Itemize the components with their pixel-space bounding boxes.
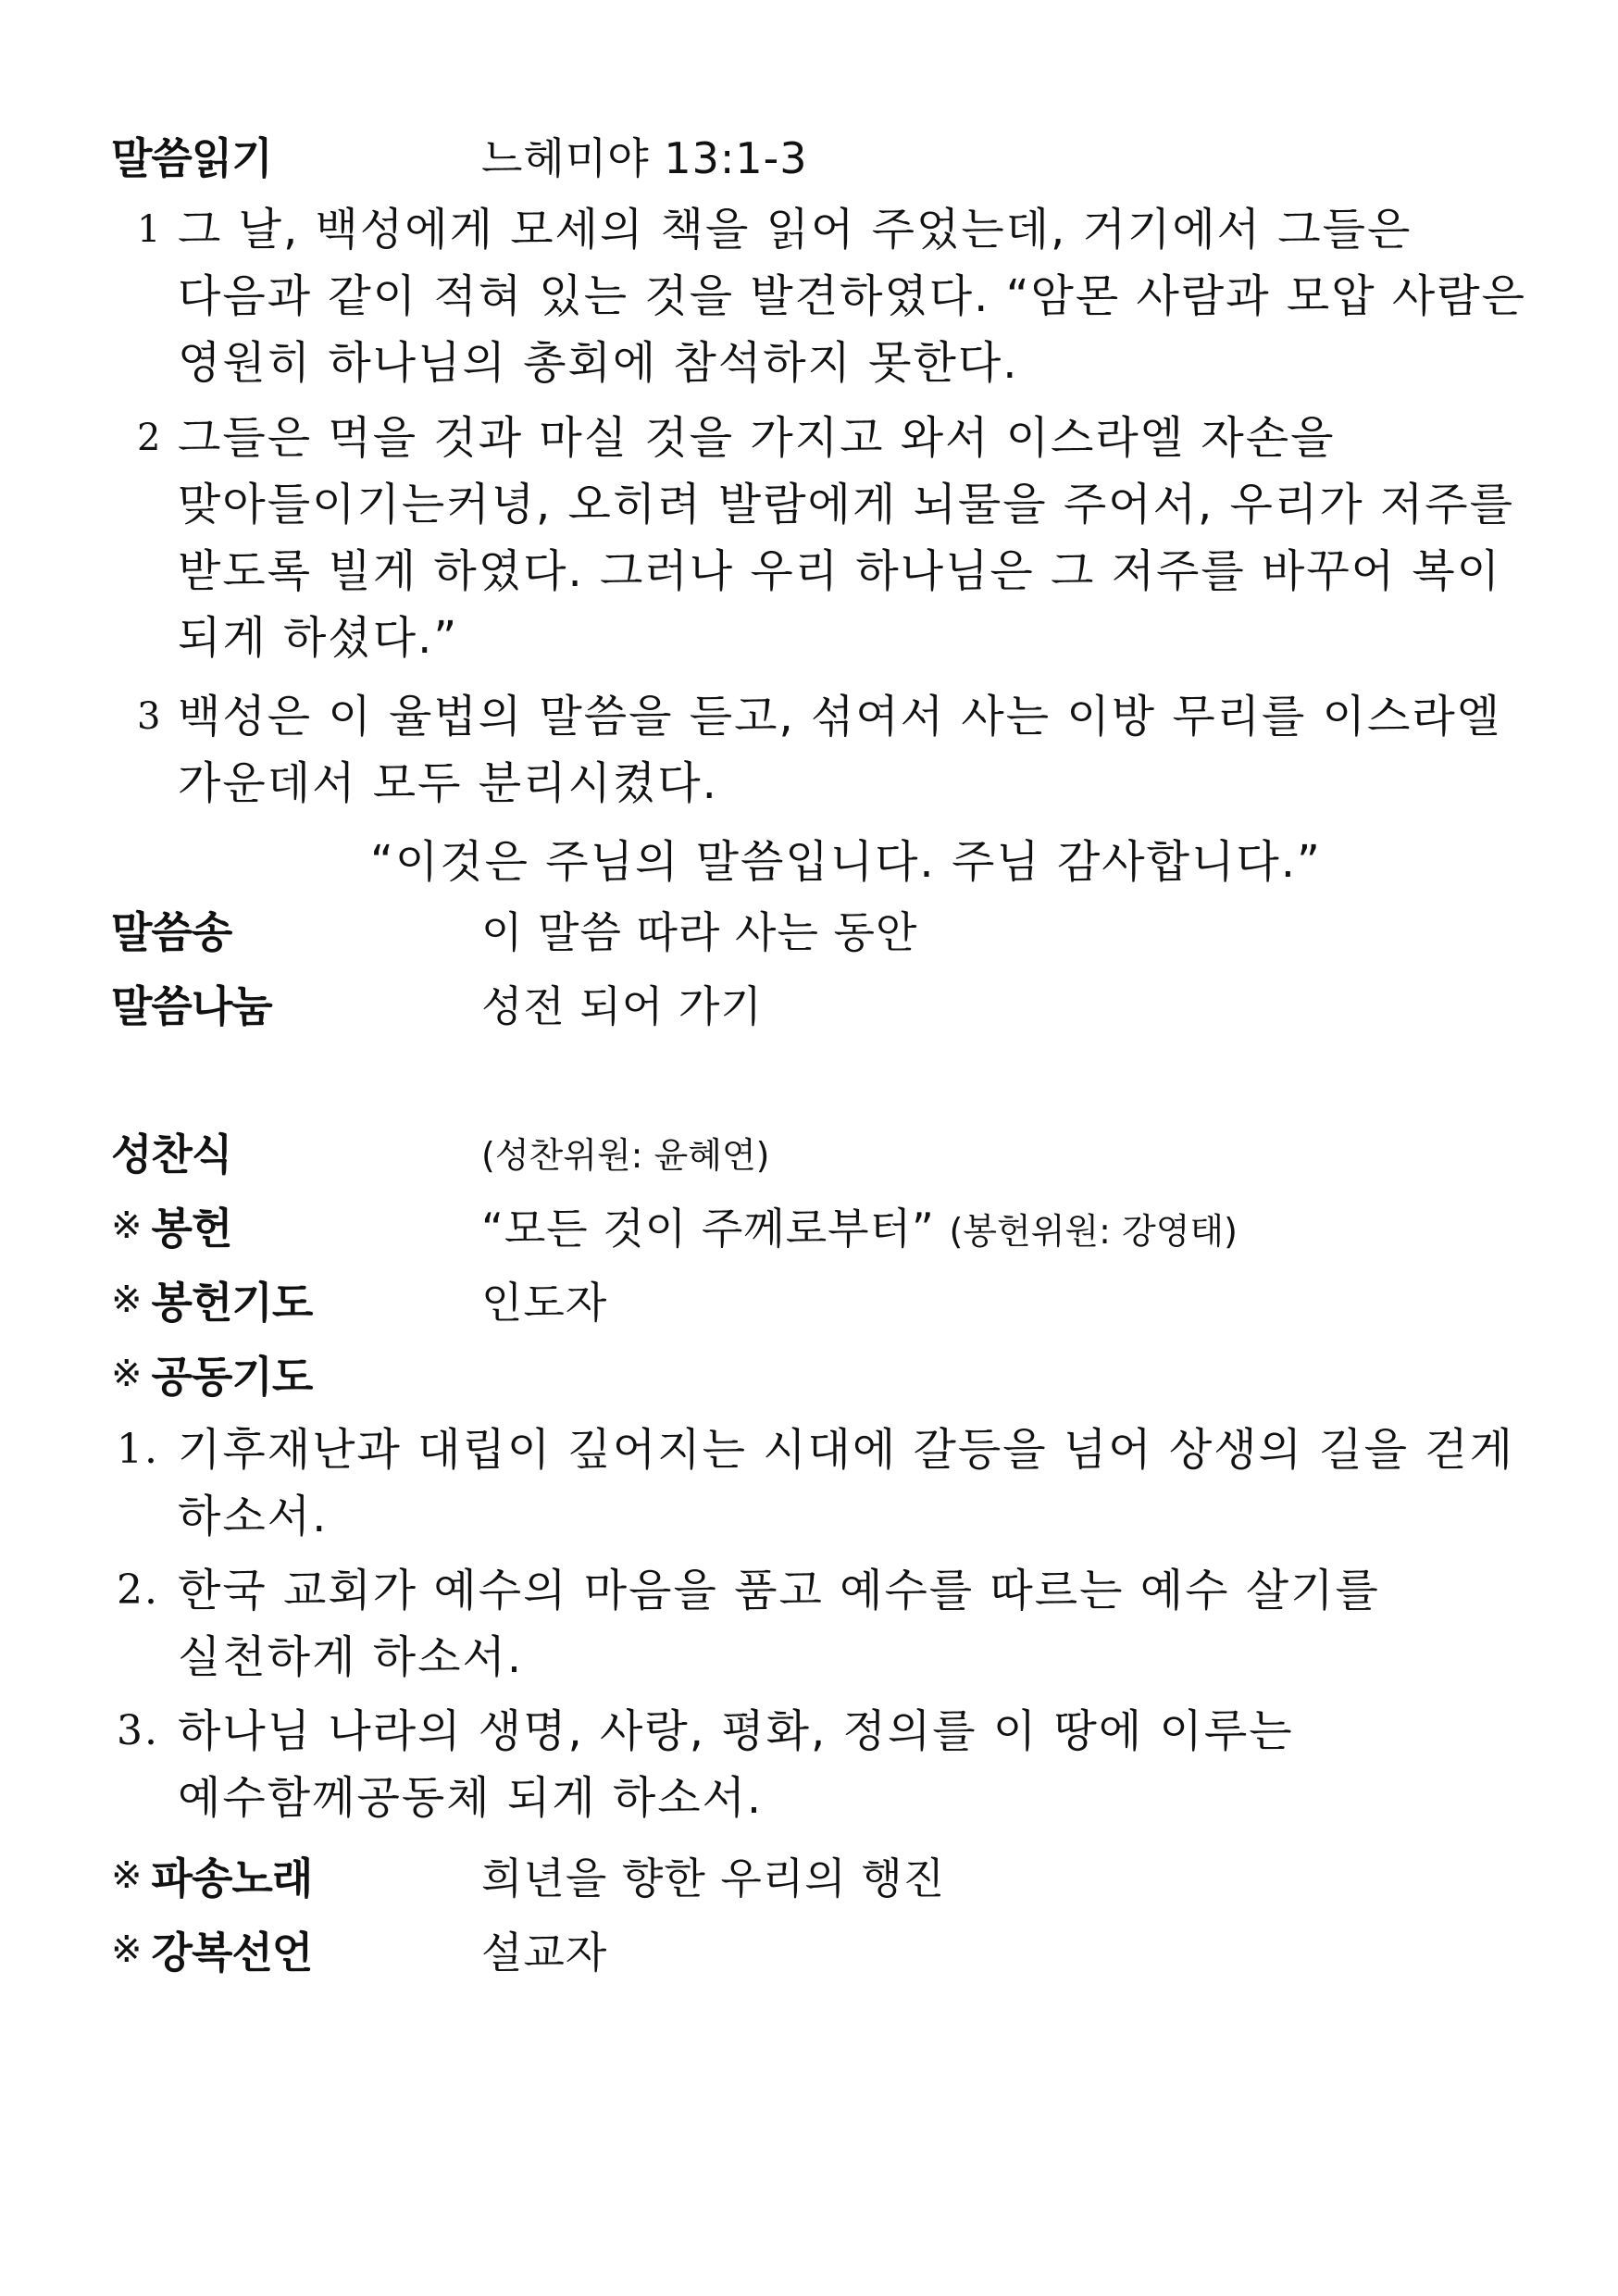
sending-song-title: 희년을 향한 우리의 행진 — [481, 1853, 946, 1903]
verse-line: 영원히 하나님의 총회에 참석하지 못한다. — [178, 337, 1019, 389]
offering-prayer-row — [111, 1267, 608, 1333]
verse-line: 가운데서 모두 분리시켰다. — [178, 757, 718, 809]
reading-label: 말씀읽기 — [111, 133, 272, 183]
offering-row — [111, 1192, 1238, 1259]
sermon-title: 성전 되어 가기 — [481, 981, 763, 1031]
verse-number: 3 — [137, 695, 163, 738]
eucharist-label: 성찬식 — [111, 1129, 232, 1179]
prayer-item-1 — [117, 1416, 1515, 1550]
reference-mark-icon: ※ — [111, 1204, 143, 1247]
verse-line: 되게 하셨다.” — [178, 612, 459, 664]
prayer-line: 예수함께공동체 되게 하소서. — [178, 1772, 764, 1824]
verse-2 — [137, 405, 1515, 671]
reference-mark-icon: ※ — [111, 1353, 143, 1395]
verse-line: 맞아들이기는커녕, 오히려 발람에게 뇌물을 주어서, 우리가 저주를 — [178, 479, 1515, 530]
sharing-row — [111, 970, 763, 1037]
reference-mark-icon: ※ — [111, 1279, 143, 1321]
reading-row — [111, 122, 808, 189]
prayer-line: 기후재난과 대립이 깊어지는 시대에 갈등을 넘어 상생의 길을 걷게 — [178, 1424, 1515, 1476]
verse-line: 그 날, 백성에게 모세의 책을 읽어 주었는데, 거기에서 그들은 — [178, 204, 1413, 256]
verse-1 — [137, 196, 1527, 396]
song-row — [111, 896, 918, 963]
prayer-number: 3. — [117, 1707, 159, 1754]
prayer-line: 하나님 나라의 생명, 사랑, 평화, 정의를 이 땅에 이루는 — [178, 1705, 1294, 1757]
reading-reference: 느헤미야 13:1-3 — [481, 133, 808, 183]
reading-response: “이것은 주님의 말씀입니다. 주님 감사합니다.” — [370, 836, 1322, 888]
verse-line: 백성은 이 율법의 말씀을 듣고, 섞여서 사는 이방 무리를 이스라엘 — [178, 691, 1502, 742]
prayer-number: 1. — [117, 1426, 159, 1473]
offering-song — [481, 1195, 1238, 1256]
song-label: 말씀송 — [111, 907, 232, 957]
benediction-row — [111, 1916, 608, 1983]
eucharist-note: (성찬위원: 윤혜연) — [481, 1134, 770, 1176]
verse-line: 그들은 먹을 것과 마실 것을 가지고 와서 이스라엘 자손을 — [178, 412, 1336, 464]
verse-line: 받도록 빌게 하였다. 그러나 우리 하나님은 그 저주를 바꾸어 복이 — [178, 545, 1502, 597]
verse-line: 다음과 같이 적혀 있는 것을 발견하였다. “암몬 사람과 모압 사람은 — [178, 270, 1527, 322]
verse-number: 1 — [137, 208, 163, 251]
prayer-line: 하소서. — [178, 1491, 329, 1542]
offering-song-title: “모든 것이 주께로부터” — [481, 1204, 935, 1254]
reference-mark-icon: ※ — [111, 1854, 143, 1897]
reference-mark-icon: ※ — [111, 1928, 143, 1971]
verse-3 — [137, 683, 1502, 817]
common-prayer-label: 공동기도 — [151, 1352, 313, 1402]
prayer-item-3 — [117, 1698, 1487, 1831]
common-prayer-row — [111, 1341, 312, 1407]
prayer-line: 한국 교회가 예수의 마음을 품고 예수를 따르는 예수 살기를 — [178, 1565, 1380, 1616]
sharing-label: 말씀나눔 — [111, 981, 272, 1031]
offering-label: 봉헌 — [151, 1204, 232, 1254]
sending-song-label: 파송노래 — [151, 1853, 313, 1903]
prayer-number: 2. — [117, 1566, 159, 1614]
offering-prayer-leader: 인도자 — [481, 1278, 608, 1328]
eucharist-row — [111, 1118, 770, 1185]
prayer-line: 실천하게 하소서. — [178, 1631, 524, 1683]
offering-prayer-label: 봉헌기도 — [151, 1278, 313, 1328]
benediction-label: 강복선언 — [151, 1928, 313, 1978]
sending-song-row — [111, 1842, 946, 1909]
offering-note: (봉헌위원: 강영태) — [949, 1211, 1238, 1252]
verse-number: 2 — [137, 417, 163, 459]
song-title: 이 말씀 따라 사는 동안 — [481, 907, 918, 957]
benediction-leader: 설교자 — [481, 1928, 608, 1978]
prayer-item-2 — [117, 1557, 1487, 1691]
